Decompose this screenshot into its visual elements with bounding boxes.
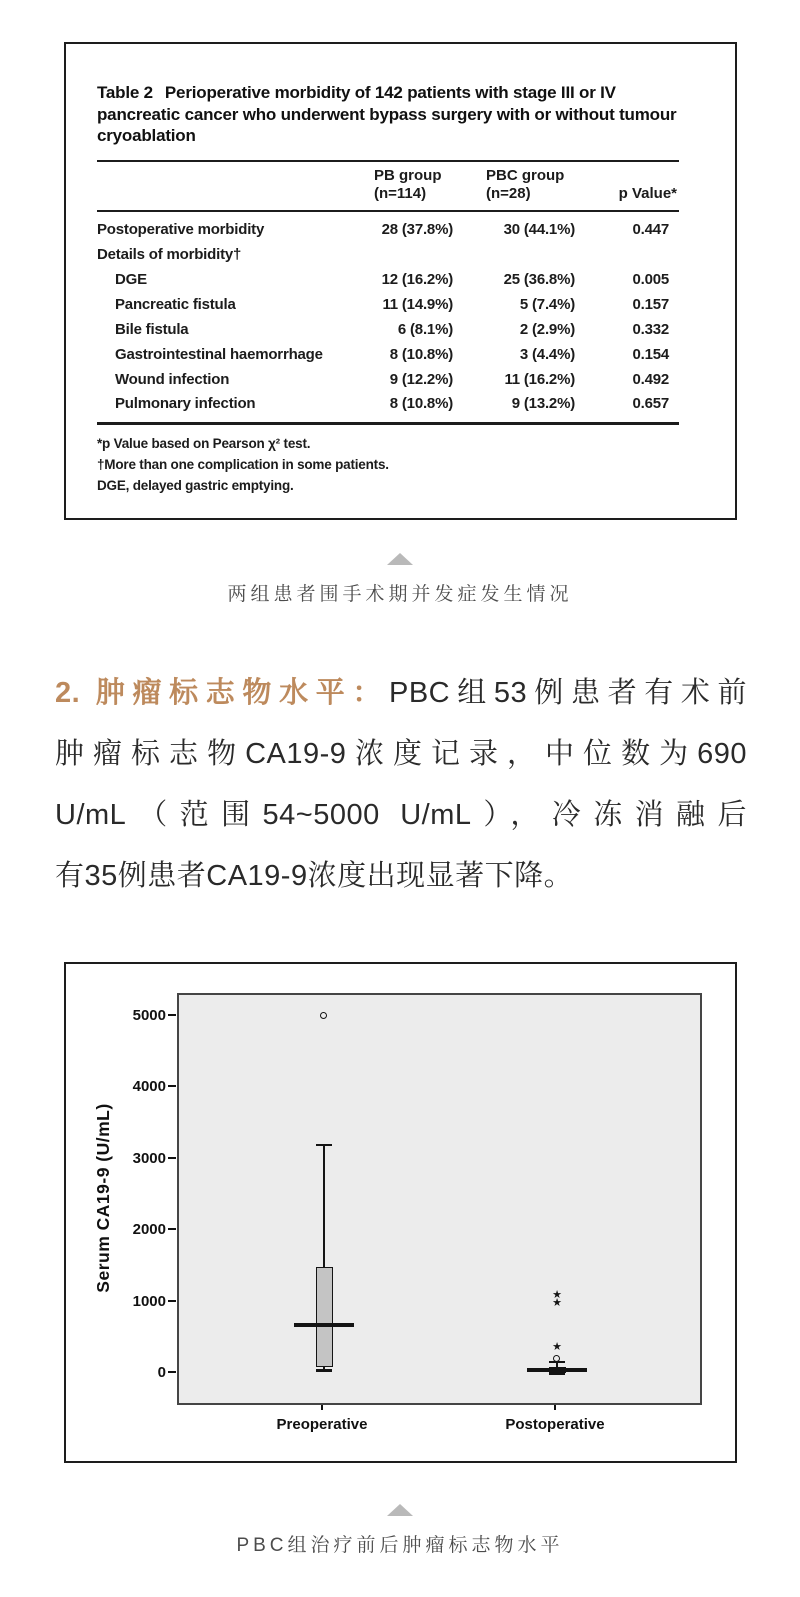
y-tick-label: 2000 — [132, 1221, 166, 1239]
table-row — [97, 292, 677, 317]
table-cell-pbc: 25 (36.8%) — [503, 271, 575, 288]
table-cell-pb: 9 (12.2%) — [389, 370, 453, 388]
y-tick-mark — [168, 1157, 176, 1159]
paragraph-line-4: 有35例患者CA19-9浓度出现显著下降。 — [55, 860, 574, 892]
paragraph-line-1-text: PBC组53例患者有术前 — [389, 677, 747, 709]
y-tick-label: 4000 — [132, 1078, 166, 1096]
median-line — [294, 1323, 354, 1327]
plot-area — [177, 993, 702, 1405]
table-body — [97, 217, 677, 416]
table-cell-label: Wound infection — [115, 370, 230, 388]
table-footnote: †More than one complication in some patients. — [97, 456, 389, 472]
y-axis-title: Serum CA19-9 (U/mL) — [93, 1103, 113, 1293]
outlier-star-icon: ★ — [552, 1340, 562, 1353]
table-cell-label: Gastrointestinal haemorrhage — [115, 345, 323, 363]
table-row — [97, 342, 677, 367]
boxplot-figure — [64, 962, 737, 1463]
whisker-cap-bottom — [316, 1369, 332, 1372]
table-row — [97, 392, 677, 417]
section-heading: 2. 肿瘤标志物水平： — [55, 677, 389, 709]
table-cell-pb: 11 (14.9%) — [382, 295, 453, 313]
paragraph-line-1 — [55, 663, 747, 724]
y-tick-mark — [168, 1371, 176, 1373]
table-cell-pbc: 30 (44.1%) — [503, 221, 575, 239]
x-axis-category-label: Preoperative — [276, 1416, 368, 1433]
table-title — [97, 82, 679, 147]
y-tick-label: 5000 — [132, 1006, 166, 1024]
table-footnotes — [97, 433, 693, 496]
table-cell-pb: 8 (10.8%) — [389, 395, 453, 413]
table-cell-pbc: 9 (13.2%) — [511, 395, 575, 413]
table-cell-p: 0.492 — [632, 370, 669, 388]
table-cell-p: 0.447 — [632, 221, 669, 239]
table-caption — [0, 553, 800, 606]
y-tick-mark — [168, 1228, 176, 1230]
y-tick-mark — [168, 1014, 176, 1016]
table-figure — [64, 42, 737, 520]
table-footnote: *p Value based on Pearson χ² test. — [97, 435, 311, 451]
table-cell-pb: 8 (10.8%) — [389, 345, 453, 363]
median-line — [527, 1368, 587, 1372]
table-caption-text: 两组患者围手术期并发症发生情况 — [227, 584, 573, 605]
triangle-up-icon — [387, 1504, 413, 1516]
outlier-star-icon: ★ — [552, 1288, 562, 1301]
table-cell-label: Pulmonary infection — [115, 395, 256, 413]
table-cell-pb: 28 (37.8%) — [381, 221, 453, 239]
y-tick-mark — [168, 1300, 176, 1302]
body-paragraph — [55, 663, 747, 907]
chart-caption — [0, 1504, 800, 1557]
table-cell-p: 0.005 — [632, 271, 669, 288]
y-tick-label: 0 — [157, 1364, 166, 1382]
table-row — [97, 242, 677, 267]
whisker-line — [323, 1145, 325, 1267]
table-header-row — [97, 162, 677, 210]
box-iqr — [316, 1267, 333, 1367]
table-row — [97, 367, 677, 392]
whisker-cap-top — [316, 1144, 332, 1146]
table-cell-label: Pancreatic fistula — [115, 295, 236, 313]
y-tick-label: 3000 — [132, 1149, 166, 1167]
table-cell-p: 0.657 — [632, 395, 669, 413]
table-cell-pbc: 3 (4.4%) — [519, 345, 575, 363]
table-cell-pbc: 5 (7.4%) — [519, 295, 575, 313]
outlier-star-icon: ★ — [552, 1297, 562, 1310]
table-header-pb-group: PB group (n=114) — [374, 166, 442, 202]
table-title-label: Table 2 — [97, 83, 153, 102]
outlier-circle-icon — [553, 1355, 560, 1362]
table-rule-header — [97, 210, 679, 212]
paragraph-line-2: 肿瘤标志物CA19-9浓度记录，中位数为690 — [55, 738, 747, 770]
table-cell-pbc: 11 (16.2%) — [504, 370, 575, 388]
y-tick-mark — [168, 1085, 176, 1087]
y-tick-label: 1000 — [132, 1292, 166, 1310]
x-axis-category-label: Postoperative — [505, 1416, 605, 1433]
chart-caption-text: PBC组治疗前后肿瘤标志物水平 — [236, 1535, 564, 1556]
table-cell-p: 0.157 — [632, 295, 669, 313]
table-cell-pb: 6 (8.1%) — [397, 320, 453, 338]
table-cell-p: 0.332 — [632, 320, 669, 338]
outlier-circle-icon — [320, 1012, 327, 1019]
table-cell-pb: 12 (16.2%) — [381, 271, 453, 288]
table-footnote: DGE, delayed gastric emptying. — [97, 477, 294, 493]
table-cell-label: Bile fistula — [115, 320, 189, 338]
table-cell-pbc: 2 (2.9%) — [519, 320, 575, 338]
table-cell-label: Postoperative morbidity — [97, 221, 265, 239]
table-header-p-value: p Value* — [618, 184, 677, 202]
table-title-text: Perioperative morbidity of 142 patients with stage III or IV pancreatic cancer who underwent bypass surgery with or without tumour cryoablation — [97, 83, 677, 145]
table-cell-label: DGE — [115, 271, 147, 288]
table-cell-label: Details of morbidity† — [97, 246, 242, 264]
table-header-pbc-group: PBC group (n=28) — [486, 166, 565, 202]
triangle-up-icon — [387, 553, 413, 565]
paragraph-line-3: U/mL（范围54~5000 U/mL），冷冻消融后 — [55, 799, 747, 831]
table-row — [97, 317, 677, 342]
table-row — [97, 267, 677, 292]
table-rule-bottom — [97, 422, 679, 424]
table-cell-p: 0.154 — [632, 345, 669, 363]
table-row — [97, 217, 677, 242]
whisker-cap-top — [549, 1361, 565, 1363]
